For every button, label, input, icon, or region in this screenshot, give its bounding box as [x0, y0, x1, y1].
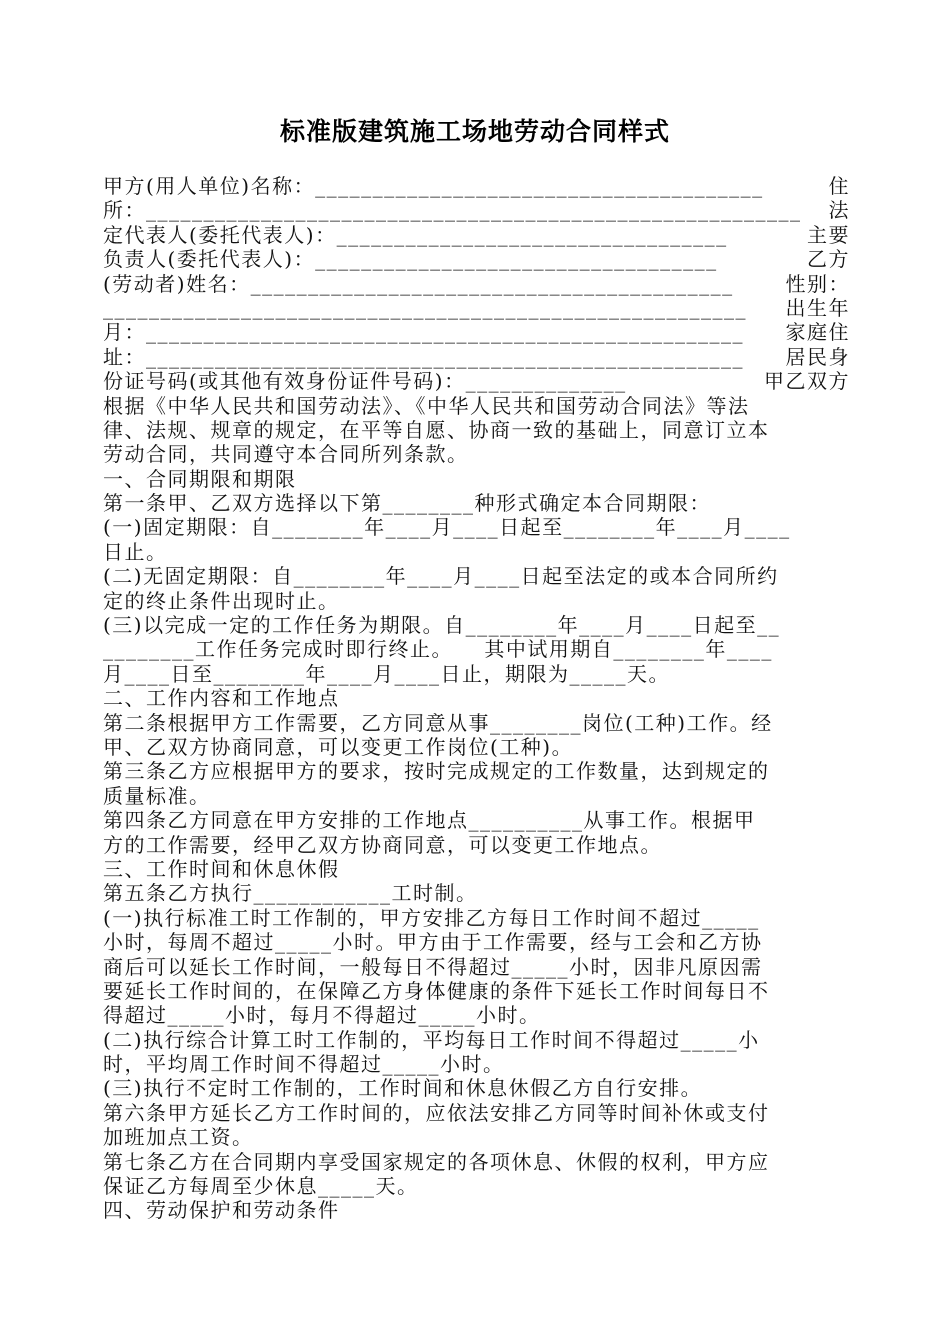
body-line — [103, 613, 850, 637]
body-line — [103, 1003, 850, 1027]
body-line-text: 甲、乙双方协商同意，可以变更工作岗位(工种)。 — [103, 734, 574, 759]
body-line-text: (三)以完成一定的工作任务为期限。自________年____月____日起至__ — [103, 613, 781, 638]
body-line-text: 劳动合同，共同遵守本合同所列条款。 — [103, 442, 469, 467]
document-body — [103, 174, 850, 1223]
body-line-continuation: 乙方 — [807, 247, 850, 272]
body-line — [103, 711, 850, 735]
body-line — [103, 320, 850, 344]
body-line — [103, 540, 850, 564]
body-line-text: 负责人(委托代表人)：___________________________________ — [103, 247, 718, 272]
body-line-text: 一、合同期限和期限 — [103, 466, 297, 491]
body-line — [103, 369, 850, 393]
body-line — [103, 247, 850, 271]
body-line-text: (一)执行标准工时工作制的，甲方安排乙方每日工作时间不超过_____ — [103, 905, 760, 930]
body-line — [103, 1174, 850, 1198]
body-line-text: 甲方(用人单位)名称：_______________________________________ — [103, 174, 764, 198]
body-line — [103, 418, 850, 442]
body-line-text: 加班加点工资。 — [103, 1125, 254, 1150]
body-line-text: 四、劳动保护和劳动条件 — [103, 1198, 340, 1223]
body-line-text: 份证号码(或其他有效身份证件号码)：______________ — [103, 369, 627, 394]
body-line — [103, 564, 850, 588]
body-line-continuation: 住 — [828, 174, 850, 198]
body-line — [103, 1052, 850, 1076]
body-line — [103, 198, 850, 222]
body-line — [103, 345, 850, 369]
body-line — [103, 759, 850, 783]
body-line — [103, 589, 850, 613]
body-line — [103, 467, 850, 491]
body-line-text: (二)执行综合计算工时工作制的，平均每日工作时间不得超过_____小 — [103, 1027, 760, 1052]
body-line — [103, 223, 850, 247]
body-line-text: 第七条乙方在合同期内享受国家规定的各项休息、休假的权利，甲方应 — [103, 1149, 770, 1174]
body-line-text: 第五条乙方执行____________工时制。 — [103, 881, 478, 906]
body-line — [103, 1076, 850, 1100]
body-line-text: 第六条甲方延长乙方工作时间的，应依法安排乙方同等时间补休或支付 — [103, 1100, 770, 1125]
body-line — [103, 833, 850, 857]
body-line-text: 第一条甲、乙双方选择以下第________种形式确定本合同期限： — [103, 491, 711, 516]
body-line — [103, 1101, 850, 1125]
body-line-text: (一)固定期限：自________年____月____日起至________年____月____ — [103, 515, 791, 540]
body-line — [103, 491, 850, 515]
body-line-text: 根据《中华人民共和国劳动法》、《中华人民共和国劳动合同法》等法 — [103, 393, 750, 418]
body-line — [103, 1125, 850, 1149]
body-line-text: 第三条乙方应根据甲方的要求，按时完成规定的工作数量，达到规定的 — [103, 759, 770, 784]
body-line-text: 所：_________________________________________________________ — [103, 198, 802, 223]
body-line — [103, 735, 850, 759]
body-line-text: 小时，每周不超过_____小时。甲方由于工作需要，经与工会和乙方协 — [103, 930, 763, 955]
body-line — [103, 857, 850, 881]
body-line-continuation: 性别： — [785, 271, 850, 296]
body-line — [103, 515, 850, 539]
body-line-text: 律、法规、规章的规定，在平等自愿、协商一致的基础上，同意订立本 — [103, 417, 770, 442]
body-line-text: 二、工作内容和工作地点 — [103, 686, 340, 711]
body-line-text: 时，平均周工作时间不得超过_____小时。 — [103, 1052, 505, 1077]
body-line — [103, 296, 850, 320]
body-line — [103, 1150, 850, 1174]
body-line — [103, 906, 850, 930]
body-line — [103, 930, 850, 954]
body-line-continuation: 出生年 — [785, 295, 850, 320]
body-line — [103, 955, 850, 979]
body-line — [103, 808, 850, 832]
body-line-text: (三)执行不定时工作制的，工作时间和休息休假乙方自行安排。 — [103, 1076, 703, 1101]
body-line — [103, 881, 850, 905]
body-line-continuation: 主要 — [807, 222, 850, 247]
body-line-text: ________________________________________________________ — [103, 295, 747, 320]
body-line — [103, 1198, 850, 1222]
body-line-text: 质量标准。 — [103, 783, 211, 808]
body-line-text: (二)无固定期限：自________年____月____日起至法定的或本合同所约 — [103, 564, 779, 589]
body-line-continuation: 法 — [828, 198, 850, 223]
body-line — [103, 174, 850, 198]
body-line-text: ________工作任务完成时即行终止。 其中试用期自________年____ — [103, 637, 773, 662]
body-line-text: 第四条乙方同意在甲方安排的工作地点__________从事工作。根据甲 — [103, 808, 756, 833]
body-line — [103, 272, 850, 296]
body-line — [103, 686, 850, 710]
body-line — [103, 442, 850, 466]
body-line-text: (劳动者)姓名：__________________________________________ — [103, 271, 734, 296]
body-line-text: 方的工作需要，经甲乙双方协商同意，可以变更工作地点。 — [103, 832, 662, 857]
body-line-text: 月____日至________年____月____日止，期限为_____天。 — [103, 661, 670, 686]
body-line — [103, 979, 850, 1003]
body-line-text: 月：____________________________________________________ — [103, 320, 744, 345]
body-line — [103, 637, 850, 661]
body-line-continuation: 家庭住 — [785, 320, 850, 345]
body-line-continuation: 甲乙双方 — [764, 369, 850, 394]
body-line — [103, 784, 850, 808]
body-line-text: 日止。 — [103, 539, 168, 564]
body-line-text: 商后可以延长工作时间，一般每日不得超过_____小时，因非凡原因需 — [103, 954, 763, 979]
body-line — [103, 394, 850, 418]
body-line-text: 址：____________________________________________________ — [103, 344, 744, 369]
body-line-text: 第二条根据甲方工作需要，乙方同意从事________岗位(工种)工作。经 — [103, 710, 773, 735]
body-line — [103, 662, 850, 686]
document-title: 标准版建筑施工场地劳动合同样式 — [279, 117, 670, 146]
body-line-text: 要延长工作时间的，在保障乙方身体健康的条件下延长工作时间每日不 — [103, 978, 770, 1003]
body-line-text: 保证乙方每周至少休息_____天。 — [103, 1174, 419, 1199]
body-line-text: 三、工作时间和休息休假 — [103, 856, 340, 881]
body-line-text: 定代表人(委托代表人)：__________________________________ — [103, 222, 728, 247]
body-line-text: 定的终止条件出现时止。 — [103, 588, 340, 613]
body-line-text: 得超过_____小时，每月不得超过_____小时。 — [103, 1003, 541, 1028]
body-line-continuation: 居民身 — [785, 344, 850, 369]
body-line — [103, 1028, 850, 1052]
